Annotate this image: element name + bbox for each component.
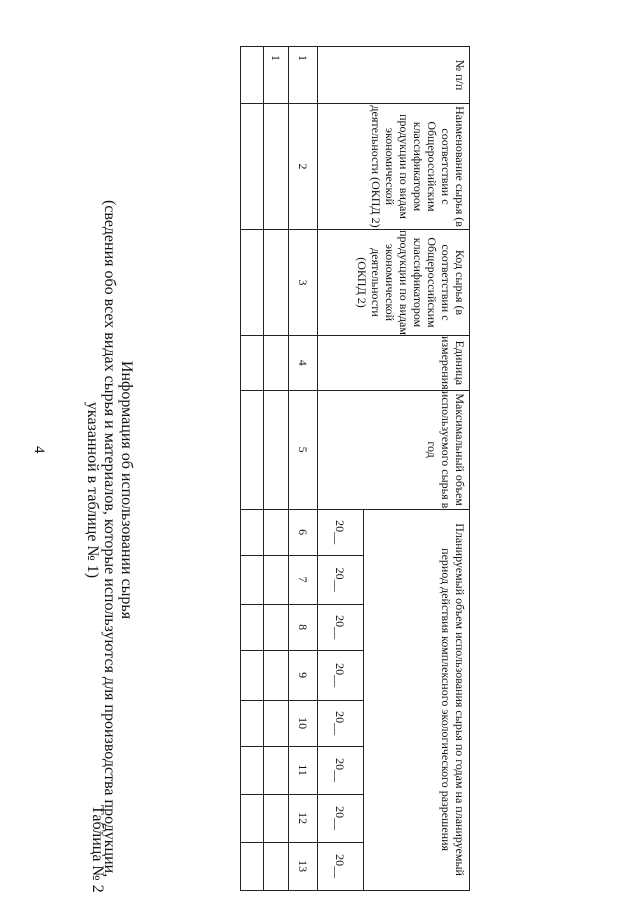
raw-materials-table: [240, 46, 470, 891]
heading-subtitle: (сведения обо всех видах сырья и материалов, которые используются для производства продукции,: [101, 200, 118, 878]
table-cell: [264, 230, 289, 336]
column-number: 8: [289, 604, 318, 650]
header-material-code: Код сырья (в соответствии с Общероссийским классификатором продукции по видам экономической деятельности (ОКПД 2): [318, 230, 470, 336]
table-cell: [241, 604, 264, 650]
year-cell: 20__: [318, 555, 364, 604]
year-cell: 20__: [318, 604, 364, 650]
table-cell: [264, 555, 289, 604]
year-cell: 20__: [318, 700, 364, 746]
column-number: 3: [289, 230, 318, 336]
page-number: 4: [31, 446, 47, 454]
column-number: 13: [289, 842, 318, 890]
table-cell: [241, 555, 264, 604]
table-cell: [241, 336, 264, 391]
table-cell: [264, 336, 289, 391]
heading-subtitle-end: указанной в таблице № 1): [84, 401, 101, 579]
table-label: Таблица № 2: [89, 805, 106, 893]
table-cell: [241, 104, 264, 230]
header-row: [364, 47, 470, 891]
table-cell: [264, 794, 289, 842]
header-material-name: Наименование сырья (в соответствии с Общероссийским классификатором продукции по видам экономической деятельности (ОКПД 2): [318, 104, 470, 230]
year-cell: 20__: [318, 746, 364, 794]
header-unit: Единица измерения: [318, 336, 470, 391]
table-cell: [241, 390, 264, 509]
table-row: [264, 47, 289, 891]
table-cell: [264, 700, 289, 746]
year-cell: 20__: [318, 650, 364, 700]
table-cell: [241, 794, 264, 842]
year-cell: 20__: [318, 509, 364, 555]
table-cell: [241, 47, 264, 104]
column-number: 7: [289, 555, 318, 604]
table-cell: [264, 746, 289, 794]
column-number: 1: [289, 47, 318, 104]
table-cell: [241, 700, 264, 746]
table-cell: [241, 746, 264, 794]
table-cell: [264, 604, 289, 650]
table-cell: [241, 650, 264, 700]
column-number: 10: [289, 700, 318, 746]
column-number: 9: [289, 650, 318, 700]
column-number: 12: [289, 794, 318, 842]
year-cell: 20__: [318, 794, 364, 842]
heading-title: Информация об использовании сырья: [118, 360, 135, 620]
column-number: 4: [289, 336, 318, 391]
header-number: № п/п: [318, 47, 470, 104]
year-cell: 20__: [318, 842, 364, 890]
table-cell: [241, 230, 264, 336]
column-number: 11: [289, 746, 318, 794]
table-cell: [241, 842, 264, 890]
table-cell: [241, 509, 264, 555]
header-planned-volume: Планируемый объем использования сырья по годам на планируемый период действия комплексного экологического разрешения: [364, 509, 470, 890]
table-cell: [264, 509, 289, 555]
table-cell: [264, 390, 289, 509]
table-row: [241, 47, 264, 891]
column-number: 2: [289, 104, 318, 230]
column-number-row: [289, 47, 318, 891]
header-max-volume: Максимальный объем используемого сырья в год: [318, 390, 470, 509]
row-number: 1: [264, 47, 289, 104]
table-cell: [264, 650, 289, 700]
table-cell: [264, 842, 289, 890]
table-cell: [264, 104, 289, 230]
column-number: 6: [289, 509, 318, 555]
column-number: 5: [289, 390, 318, 509]
